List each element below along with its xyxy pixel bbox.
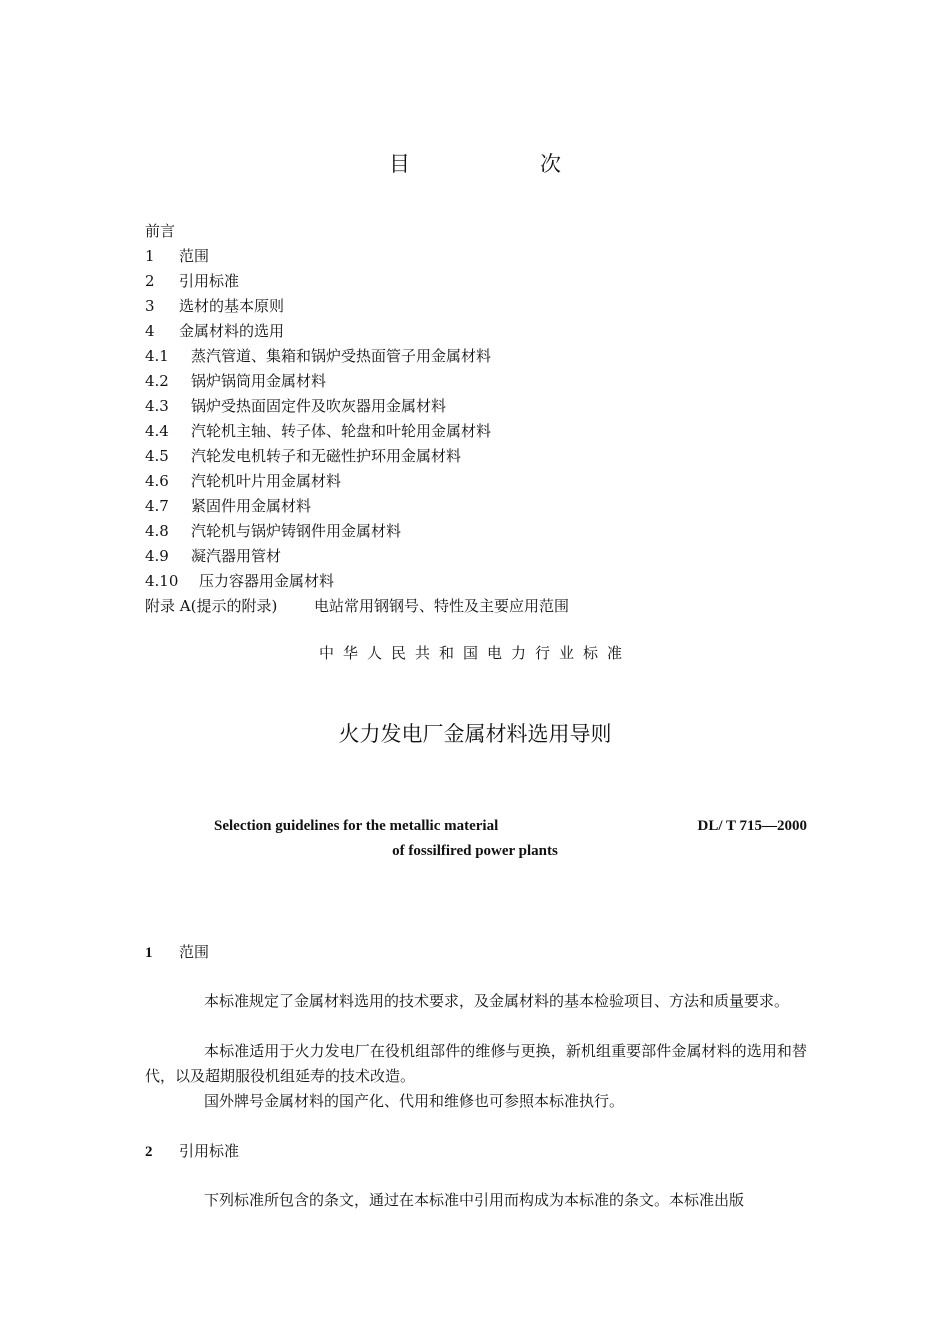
- paragraph: 本标准规定了金属材料选用的技术要求，及金属材料的基本检验项目、方法和质量要求。: [204, 992, 790, 1010]
- section-heading: [145, 1140, 239, 1161]
- section-title: 引用标准: [179, 1142, 240, 1160]
- standard-code: DL/ T 715—2000: [697, 818, 807, 834]
- english-title-line1: Selection guidelines for the metallic material: [214, 818, 499, 834]
- toc-item-text: 紧固件用金属材料: [191, 497, 312, 515]
- section-title: 范围: [179, 943, 210, 961]
- toc-item-text: 锅炉锅筒用金属材料: [191, 372, 327, 390]
- toc-item-number: 4.2: [145, 372, 169, 390]
- paragraph: 国外牌号金属材料的国产化、代用和维修也可参照本标准执行。: [204, 1092, 625, 1110]
- toc-title-right: 次: [540, 152, 561, 176]
- toc-item-number: 2: [145, 272, 155, 290]
- english-title-line2: of fossilfired power plants: [392, 843, 558, 859]
- toc-item-text: 前言: [145, 222, 176, 240]
- paragraph: 本标准适用于火力发电厂在役机组部件的维修与更换，新机组重要部件金属材料的选用和替代，以及超期服役机组延寿的技术改造。: [145, 1042, 807, 1085]
- toc-item-text: 引用标准: [179, 272, 240, 290]
- toc-item-text: 金属材料的选用: [179, 322, 285, 340]
- toc-item-number: 4.5: [145, 447, 169, 465]
- toc-item-number: 4.10: [145, 572, 179, 590]
- toc-item-text: 选材的基本原则: [179, 297, 285, 315]
- toc-item-number: 4.3: [145, 397, 169, 415]
- toc-item-number: 4.6: [145, 472, 169, 490]
- toc-item-number: 4.9: [145, 547, 169, 565]
- toc-item-text: 汽轮机叶片用金属材料: [191, 472, 342, 490]
- paragraph: 下列标准所包含的条文，通过在本标准中引用而构成为本标准的条文。本标准出版: [204, 1191, 745, 1209]
- toc-item-number: 4.7: [145, 497, 169, 515]
- toc-item-number: 附录 A(提示的附录): [145, 597, 278, 615]
- toc-title: [0, 148, 950, 178]
- toc-title-left: 目: [389, 152, 410, 176]
- toc-item-text: 电站常用钢钢号、特性及主要应用范围: [314, 597, 570, 615]
- toc-item-number: 4.1: [145, 347, 169, 365]
- toc-item-number: 4.8: [145, 522, 169, 540]
- toc-item-text: 汽轮发电机转子和无磁性护环用金属材料: [191, 447, 462, 465]
- section-number: 1: [145, 945, 153, 961]
- toc-item-text: 蒸汽管道、集箱和锅炉受热面管子用金属材料: [191, 347, 492, 365]
- toc-item-number: 1: [145, 247, 155, 265]
- toc-item-number: 4.4: [145, 422, 169, 440]
- toc-item-text: 汽轮机主轴、转子体、轮盘和叶轮用金属材料: [191, 422, 492, 440]
- standard-organization: 中华人民共和国电力行业标准: [318, 644, 631, 662]
- toc-item-text: 压力容器用金属材料: [199, 572, 335, 590]
- toc-item-number: 4: [145, 322, 155, 340]
- toc-item-text: 锅炉受热面固定件及吹灰器用金属材料: [191, 397, 447, 415]
- toc-item-text: 范围: [179, 247, 210, 265]
- toc-item-number: 3: [145, 297, 155, 315]
- section-number: 2: [145, 1144, 153, 1160]
- toc-item-text: 汽轮机与锅炉铸钢件用金属材料: [191, 522, 402, 540]
- section-heading: [145, 941, 209, 962]
- document-title: 火力发电厂金属材料选用导则: [338, 722, 612, 746]
- toc-item-text: 凝汽器用管材: [191, 547, 282, 565]
